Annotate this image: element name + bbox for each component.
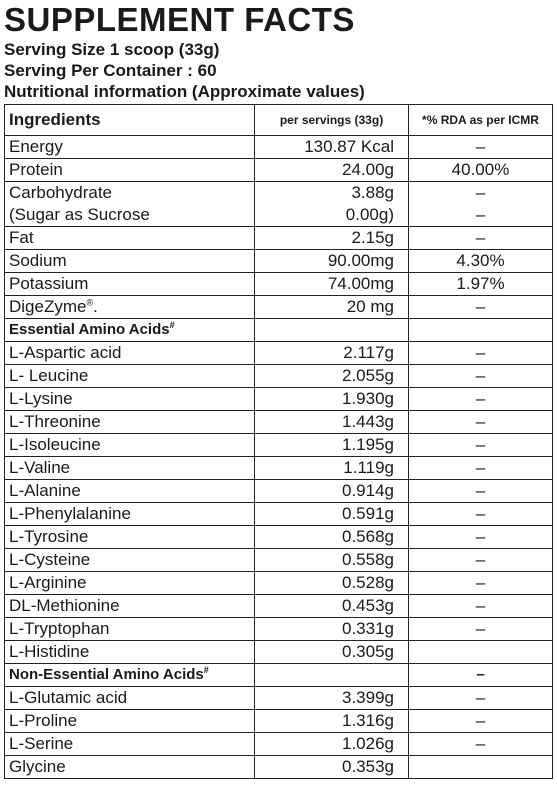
table-body [5, 136, 553, 779]
table-row [5, 136, 553, 159]
rda-value [409, 641, 553, 664]
rda-value: 1.97% [409, 273, 553, 296]
per-serving-value: 0.331g [255, 618, 409, 641]
per-serving-value: 2.055g [255, 365, 409, 388]
table-row [5, 342, 553, 365]
ingredient-name: L-Glutamic acid [5, 687, 255, 710]
rda-value: – [409, 503, 553, 526]
rda-value: – [409, 710, 553, 733]
per-serving-value: 0.00g) [255, 204, 409, 227]
table-row [5, 159, 553, 182]
section-value-empty [255, 319, 409, 342]
rda-value: – [409, 434, 553, 457]
table-row [5, 503, 553, 526]
ingredient-name: L-Aspartic acid [5, 342, 255, 365]
per-serving-value: 1.195g [255, 434, 409, 457]
table-row [5, 388, 553, 411]
rda-value: – [409, 204, 553, 227]
header-ingredients: Ingredients [5, 105, 255, 136]
nutrition-info-note: Nutritional information (Approximate values) [4, 82, 365, 101]
rda-value: – [409, 342, 553, 365]
section-heading [5, 664, 255, 687]
rda-value: – [409, 733, 553, 756]
table-row [5, 618, 553, 641]
rda-value: – [409, 227, 553, 250]
per-serving-value: 24.00g [255, 159, 409, 182]
section-heading-mark: # [169, 320, 175, 330]
ingredient-name: L-Arginine [5, 572, 255, 595]
ingredient-name: Glycine [5, 756, 255, 779]
per-serving-value: 0.305g [255, 641, 409, 664]
serving-size: Serving Size 1 scoop (33g) [4, 40, 220, 59]
table-row [5, 365, 553, 388]
ingredient-name: (Sugar as Sucrose [5, 204, 255, 227]
ingredient-name: L-Isoleucine [5, 434, 255, 457]
ingredient-name: L-Phenylalanine [5, 503, 255, 526]
table-row [5, 204, 553, 227]
per-serving-value: 1.026g [255, 733, 409, 756]
per-serving-value: 0.353g [255, 756, 409, 779]
ingredient-name: Potassium [5, 273, 255, 296]
per-serving-value: 1.119g [255, 457, 409, 480]
table-row [5, 756, 553, 779]
ingredient-name: L-Lysine [5, 388, 255, 411]
section-heading [5, 319, 255, 342]
header-rda: *% RDA as per ICMR [409, 105, 553, 136]
per-serving-value: 2.15g [255, 227, 409, 250]
per-serving-value: 90.00mg [255, 250, 409, 273]
ingredient-name: Carbohydrate [5, 182, 255, 205]
rda-value: – [409, 182, 553, 205]
per-serving-value: 1.443g [255, 411, 409, 434]
section-value-empty [255, 664, 409, 687]
rda-value: – [409, 457, 553, 480]
rda-value: – [409, 411, 553, 434]
table-row [5, 296, 553, 319]
per-serving-value: 1.930g [255, 388, 409, 411]
table-row [5, 595, 553, 618]
ingredient-name [5, 296, 255, 319]
ingredient-name-text: DigeZyme [9, 297, 87, 316]
table-row [5, 549, 553, 572]
ingredient-name: L-Cysteine [5, 549, 255, 572]
rda-value: – [409, 296, 553, 319]
ingredient-name: L-Histidine [5, 641, 255, 664]
ingredient-name-suffix: . [93, 297, 98, 316]
per-serving-value: 0.568g [255, 526, 409, 549]
per-serving-value: 20 mg [255, 296, 409, 319]
rda-value: – [409, 595, 553, 618]
table-row [5, 710, 553, 733]
rda-value: – [409, 572, 553, 595]
per-serving-value: 0.914g [255, 480, 409, 503]
per-serving-value: 0.453g [255, 595, 409, 618]
ingredient-name: L-Alanine [5, 480, 255, 503]
section-heading-text: Non-Essential Amino Acids [9, 666, 204, 683]
table-row [5, 572, 553, 595]
header-per-serving: per servings (33g) [255, 105, 409, 136]
section-heading-text: Essential Amino Acids [9, 321, 170, 338]
page-title: SUPPLEMENT FACTS [4, 1, 355, 38]
table-row [5, 273, 553, 296]
rda-value [409, 756, 553, 779]
registered-mark: ® [86, 297, 94, 308]
ingredient-name: Energy [5, 136, 255, 159]
ingredient-name: L-Valine [5, 457, 255, 480]
per-serving-value: 3.88g [255, 182, 409, 205]
per-serving-value: 74.00mg [255, 273, 409, 296]
servings-per-container: Serving Per Container : 60 [4, 61, 217, 80]
ingredient-name: Protein [5, 159, 255, 182]
ingredient-name: DL-Methionine [5, 595, 255, 618]
supplement-facts-table [4, 104, 553, 779]
rda-value: – [409, 365, 553, 388]
section-rda: – [409, 664, 553, 687]
per-serving-value: 0.591g [255, 503, 409, 526]
per-serving-value: 0.528g [255, 572, 409, 595]
rda-value: – [409, 526, 553, 549]
rda-value: – [409, 549, 553, 572]
table-row [5, 411, 553, 434]
section-rda [409, 319, 553, 342]
rda-value: – [409, 618, 553, 641]
non-essential-amino-acids-heading [5, 664, 553, 687]
rda-value: 4.30% [409, 250, 553, 273]
table-row [5, 641, 553, 664]
per-serving-value: 3.399g [255, 687, 409, 710]
section-heading-mark: # [203, 665, 209, 675]
ingredient-name: L-Tryptophan [5, 618, 255, 641]
rda-value: – [409, 687, 553, 710]
rda-value: – [409, 388, 553, 411]
essential-amino-acids-heading [5, 319, 553, 342]
table-row [5, 227, 553, 250]
ingredient-name: Fat [5, 227, 255, 250]
table-row [5, 434, 553, 457]
ingredient-name: L-Serine [5, 733, 255, 756]
per-serving-value: 130.87 Kcal [255, 136, 409, 159]
table-row [5, 182, 553, 205]
ingredient-name: L-Tyrosine [5, 526, 255, 549]
per-serving-value: 2.117g [255, 342, 409, 365]
rda-value: – [409, 136, 553, 159]
table-row [5, 526, 553, 549]
table-row [5, 250, 553, 273]
ingredient-name: L-Proline [5, 710, 255, 733]
rda-value: – [409, 480, 553, 503]
ingredient-name: L-Threonine [5, 411, 255, 434]
table-row [5, 480, 553, 503]
table-row [5, 457, 553, 480]
table-row [5, 687, 553, 710]
per-serving-value: 0.558g [255, 549, 409, 572]
table-row [5, 733, 553, 756]
table-header-row [5, 105, 553, 136]
rda-value: 40.00% [409, 159, 553, 182]
ingredient-name: Sodium [5, 250, 255, 273]
ingredient-name: L- Leucine [5, 365, 255, 388]
per-serving-value: 1.316g [255, 710, 409, 733]
